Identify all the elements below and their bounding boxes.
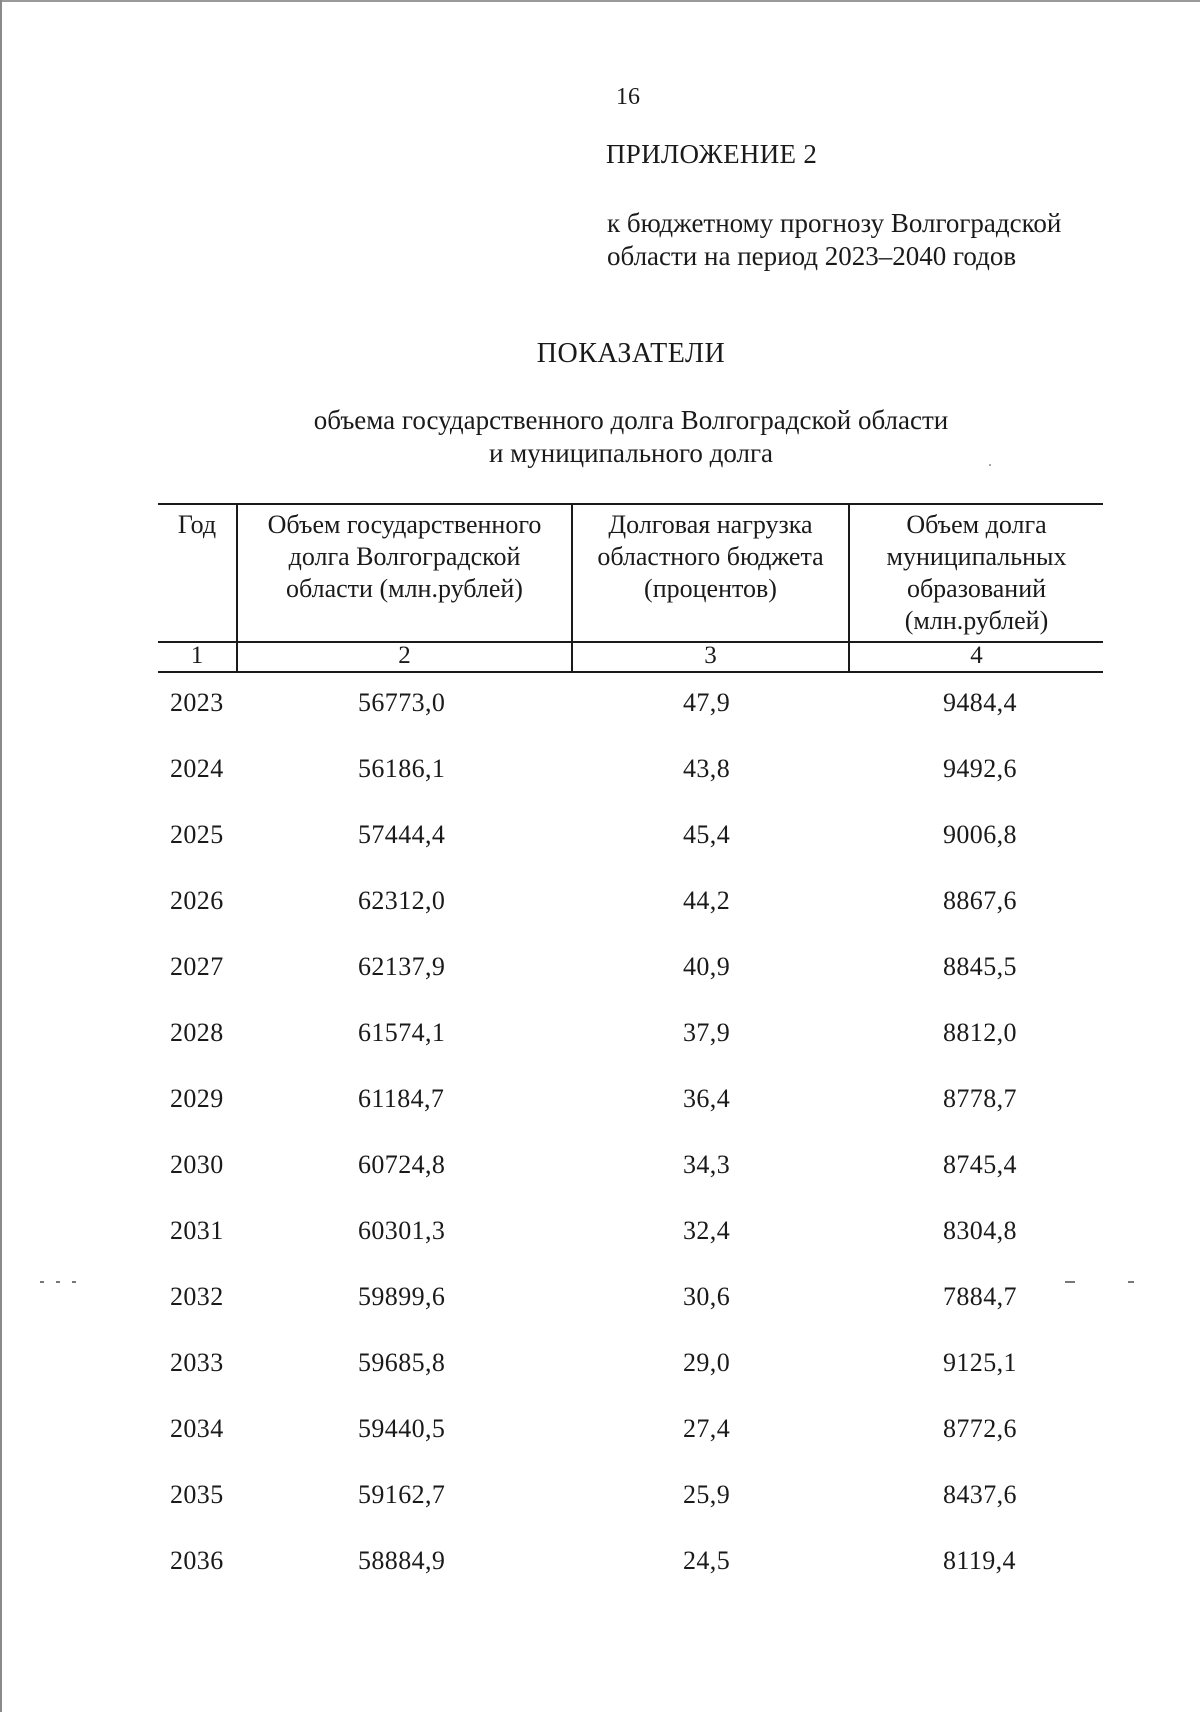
scan-edge-top: [0, 0, 1200, 2]
cell-state-debt: 62137,9: [358, 952, 446, 981]
cell-debt-load: 40,9: [683, 952, 731, 981]
cell-year: 2030: [170, 1150, 224, 1179]
cell-year: 2026: [170, 886, 224, 915]
cell-debt-load: 45,4: [683, 820, 731, 849]
appendix-subtitle-line2: области на период 2023–2040 годов: [607, 241, 1017, 271]
table-row: [158, 1150, 1103, 1216]
cell-debt-load: 37,9: [683, 1018, 731, 1047]
cell-year: 2035: [170, 1480, 224, 1509]
cell-year: 2033: [170, 1348, 224, 1377]
column-number-2: 2: [398, 642, 411, 669]
cell-debt-load: 43,8: [683, 754, 731, 783]
appendix-subtitle: [607, 207, 1061, 273]
cell-municipal-debt: 9492,6: [943, 754, 1017, 783]
cell-municipal-debt: 8772,6: [943, 1414, 1017, 1443]
table-top-border: [158, 503, 1103, 505]
cell-debt-load: 44,2: [683, 886, 731, 915]
cell-municipal-debt: 8119,4: [943, 1546, 1016, 1575]
cell-state-debt: 62312,0: [358, 886, 446, 915]
cell-municipal-debt: 9484,4: [943, 688, 1017, 717]
cell-debt-load: 25,9: [683, 1480, 731, 1509]
column-number-4: 4: [970, 642, 983, 669]
cell-municipal-debt: 8867,6: [943, 886, 1017, 915]
cell-debt-load: 47,9: [683, 688, 731, 717]
cell-debt-load: 34,3: [683, 1150, 731, 1179]
cell-year: 2034: [170, 1414, 224, 1443]
cell-year: 2023: [170, 688, 224, 717]
cell-state-debt: 56186,1: [358, 754, 446, 783]
cell-year: 2029: [170, 1084, 224, 1113]
cell-year: 2027: [170, 952, 224, 981]
cell-year: 2032: [170, 1282, 224, 1311]
table-row: [158, 688, 1103, 754]
table-row: [158, 1414, 1103, 1480]
cell-year: 2036: [170, 1546, 224, 1575]
cell-municipal-debt: 9006,8: [943, 820, 1017, 849]
table-row: [158, 952, 1103, 1018]
table-row: [158, 1084, 1103, 1150]
document-title: ПОКАЗАТЕЛИ: [536, 338, 726, 369]
cell-state-debt: 61574,1: [358, 1018, 446, 1047]
cell-year: 2025: [170, 820, 224, 849]
table-row: [158, 754, 1103, 820]
cell-state-debt: 59440,5: [358, 1414, 446, 1443]
document-subtitle: [0, 404, 1200, 470]
scan-edge-left: [0, 0, 2, 1712]
header-year: Год: [177, 510, 217, 539]
table-row: [158, 1018, 1103, 1084]
cell-year: 2028: [170, 1018, 224, 1047]
appendix-title: ПРИЛОЖЕНИЕ 2: [606, 139, 818, 169]
cell-state-debt: 61184,7: [358, 1084, 445, 1113]
cell-debt-load: 27,4: [683, 1414, 731, 1443]
cell-debt-load: 30,6: [683, 1282, 731, 1311]
table-row: [158, 1216, 1103, 1282]
cell-state-debt: 59685,8: [358, 1348, 446, 1377]
cell-municipal-debt: 8304,8: [943, 1216, 1017, 1245]
table-row: [158, 886, 1103, 952]
document-subtitle-line2: и муниципального долга: [488, 438, 774, 468]
scan-speck: [989, 464, 991, 466]
cell-state-debt: 60724,8: [358, 1150, 446, 1179]
table-row: [158, 1546, 1103, 1612]
cell-debt-load: 29,0: [683, 1348, 731, 1377]
cell-municipal-debt: 8845,5: [943, 952, 1017, 981]
cell-year: 2031: [170, 1216, 224, 1245]
table-row: [158, 1348, 1103, 1414]
scan-artifact-dashes: [0, 1281, 1200, 1285]
cell-state-debt: 57444,4: [358, 820, 446, 849]
cell-debt-load: 36,4: [683, 1084, 731, 1113]
table-row: [158, 1282, 1103, 1348]
cell-municipal-debt: 8437,6: [943, 1480, 1017, 1509]
cell-debt-load: 24,5: [683, 1546, 731, 1575]
cell-municipal-debt: 9125,1: [943, 1348, 1017, 1377]
page-number: 16: [616, 84, 640, 110]
column-number-bottom-border: [158, 671, 1103, 673]
header-debt-load: Долговая нагрузка областного бюджета (процентов): [597, 510, 824, 603]
cell-debt-load: 32,4: [683, 1216, 731, 1245]
header-municipal-debt: Объем долга муниципальных образований (млн.рублей): [886, 510, 1067, 635]
cell-state-debt: 56773,0: [358, 688, 446, 717]
cell-municipal-debt: 8745,4: [943, 1150, 1017, 1179]
cell-year: 2024: [170, 754, 224, 783]
table-row: [158, 1480, 1103, 1546]
column-number-3: 3: [704, 642, 717, 669]
header-state-debt: Объем государственного долга Волгоградской области (млн.рублей): [267, 510, 542, 603]
cell-state-debt: 59899,6: [358, 1282, 446, 1311]
cell-state-debt: 58884,9: [358, 1546, 446, 1575]
cell-state-debt: 60301,3: [358, 1216, 446, 1245]
table-row: [158, 820, 1103, 886]
column-number-1: 1: [190, 642, 204, 669]
cell-municipal-debt: 8812,0: [943, 1018, 1017, 1047]
appendix-subtitle-line1: к бюджетному прогнозу Волгоградской: [607, 208, 1062, 238]
cell-municipal-debt: 7884,7: [943, 1282, 1017, 1311]
cell-municipal-debt: 8778,7: [943, 1084, 1017, 1113]
cell-state-debt: 59162,7: [358, 1480, 446, 1509]
document-subtitle-line1: объема государственного долга Волгоградской области: [313, 405, 949, 435]
